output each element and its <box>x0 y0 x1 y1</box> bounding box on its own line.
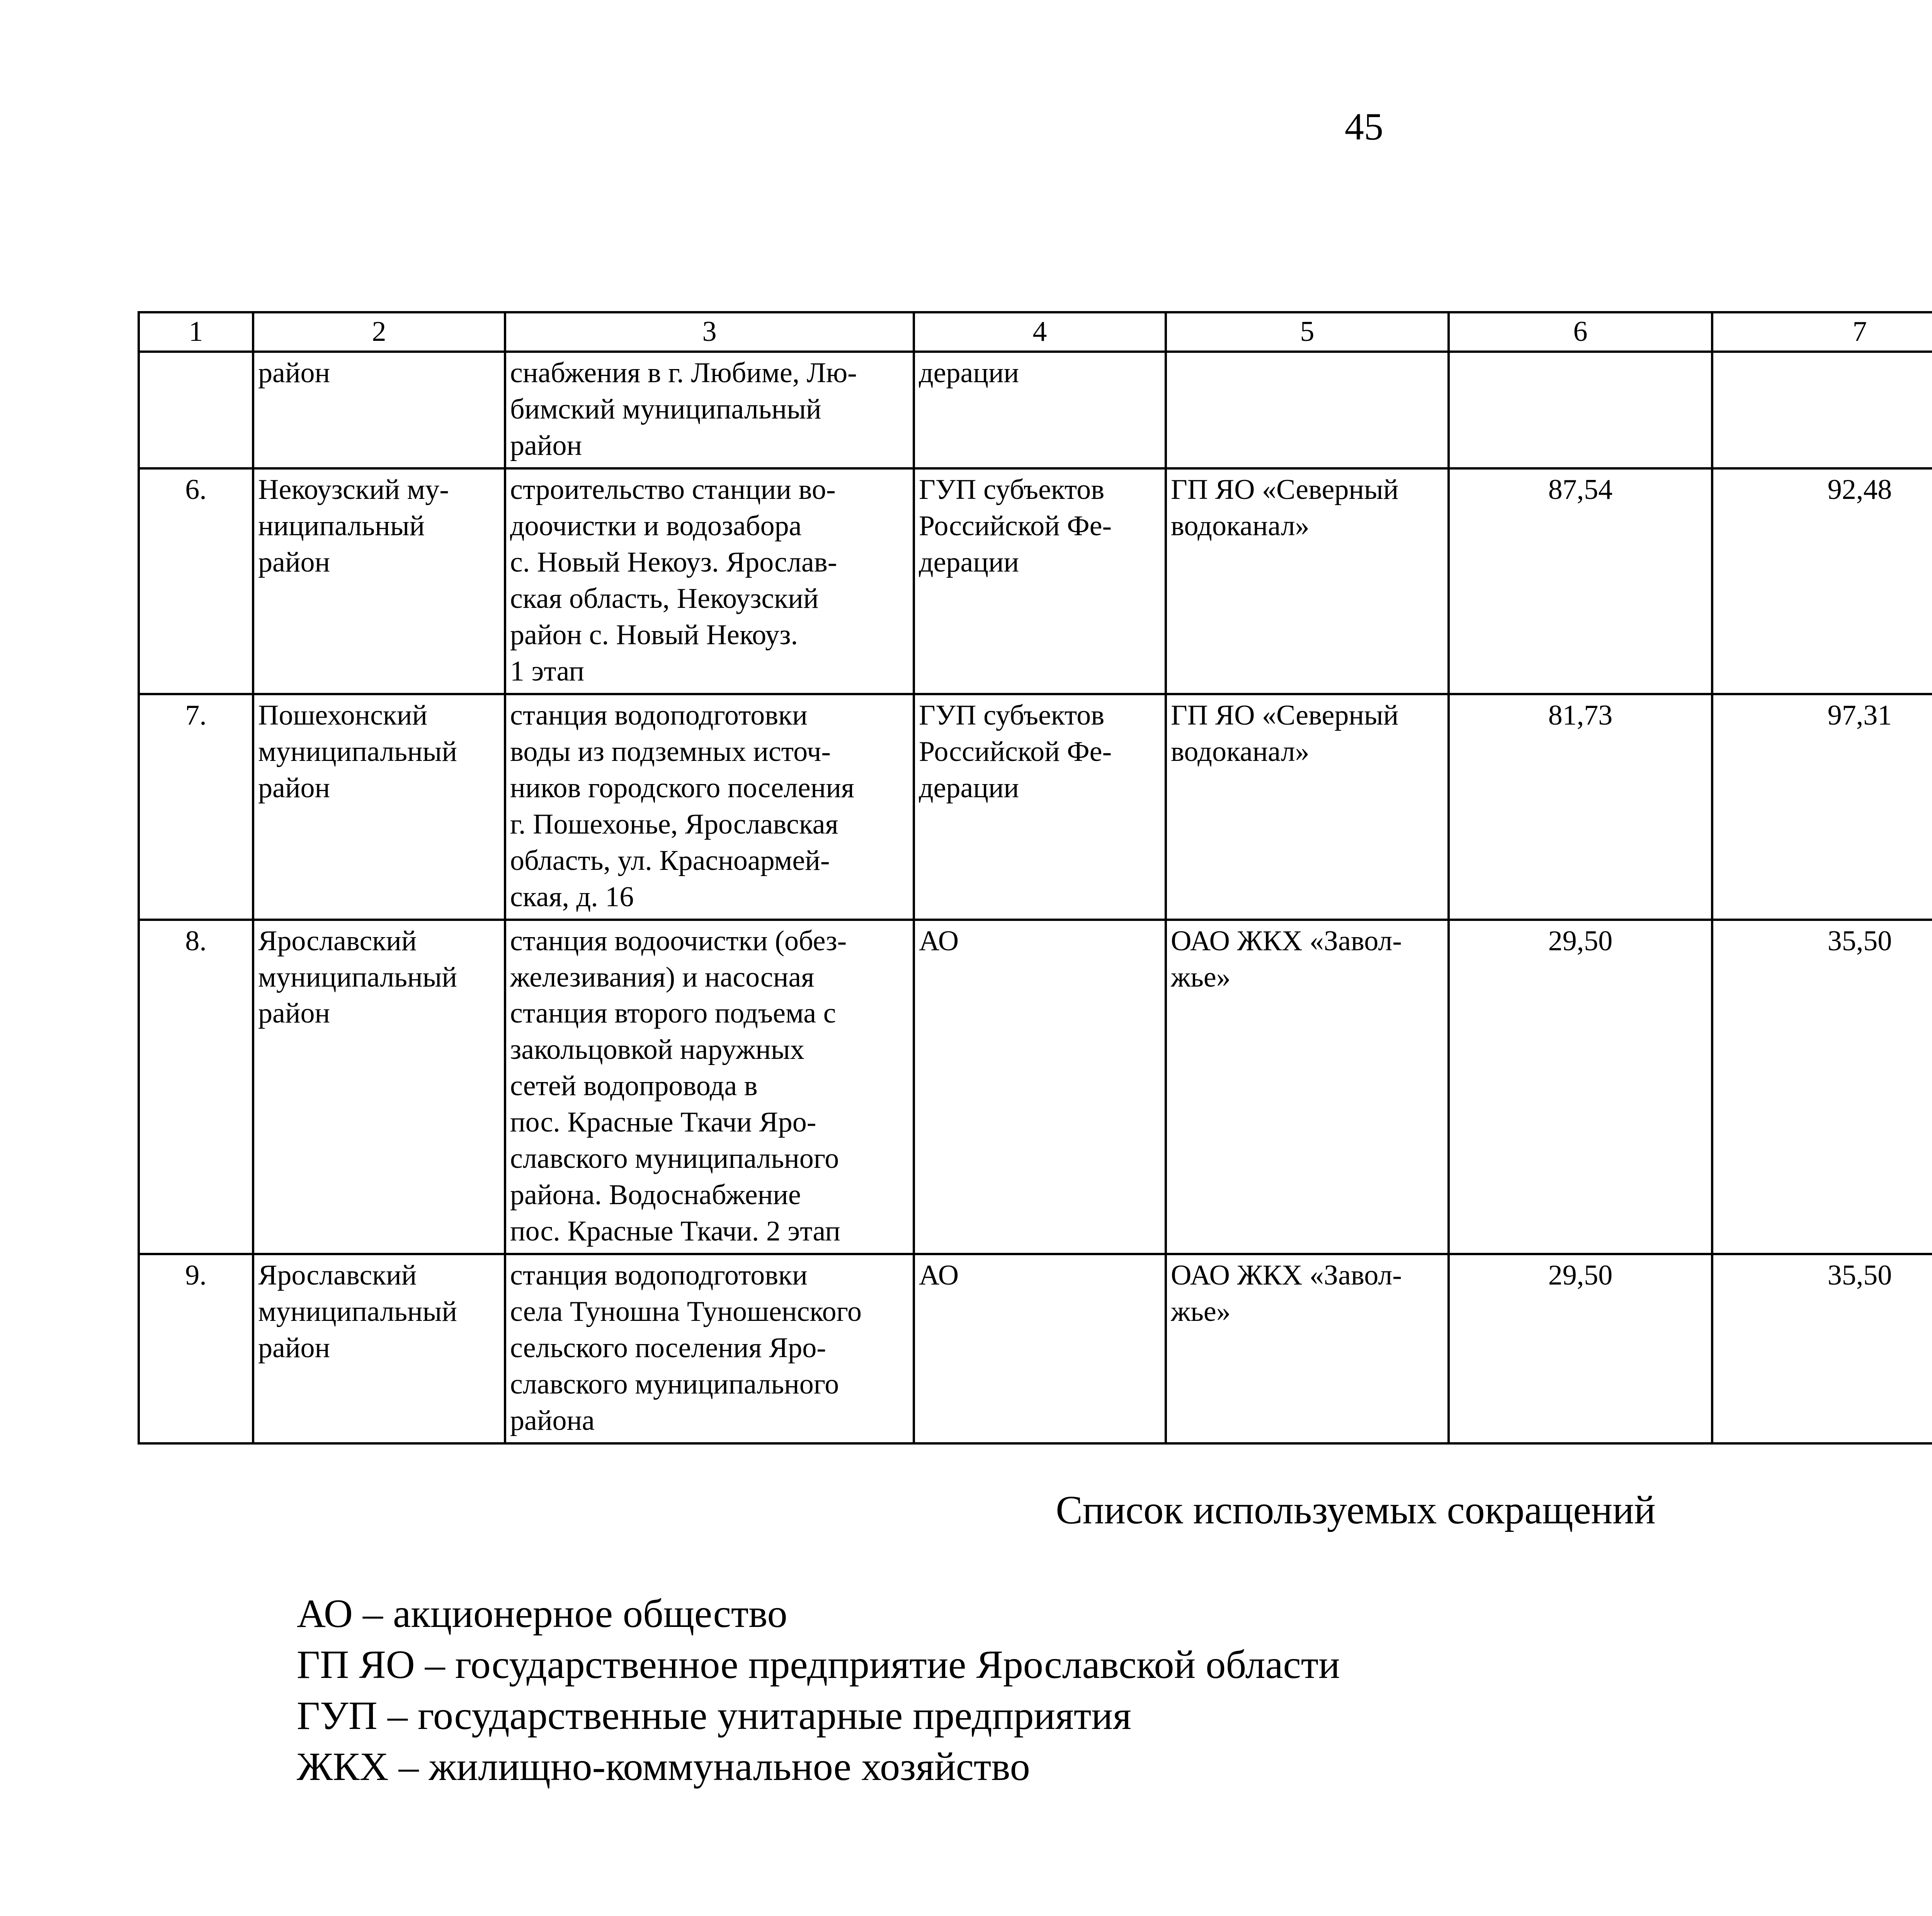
table-row <box>139 468 1932 694</box>
operator-cell: ОАО ЖКХ «Завол- жье» <box>1166 920 1449 1254</box>
value-col7-cell: 97,31 <box>1712 694 1932 920</box>
projects-table <box>138 311 1932 1445</box>
abbreviations-list <box>297 1588 1340 1792</box>
row-number-cell: 6. <box>139 468 253 694</box>
object-cell: станция водоподготовки воды из подземных источ- ников городского поселения г. Пошехонье, Ярославская область, ул. Красноармей- ская, д. 16 <box>505 694 914 920</box>
owner-form-cell: ГУП субъектов Российской Фе- дерации <box>914 468 1166 694</box>
district-cell: Некоузский му- ниципальный район <box>253 468 505 694</box>
district-cell: Ярославский муниципальный район <box>253 1254 505 1443</box>
row-number-cell: 8. <box>139 920 253 1254</box>
column-number-row <box>139 312 1932 352</box>
owner-form-cell: ГУП субъектов Российской Фе- дерации <box>914 694 1166 920</box>
value-col6-cell: 29,50 <box>1449 920 1712 1254</box>
value-col6-cell <box>1449 352 1712 468</box>
value-col7-cell: 35,50 <box>1712 920 1932 1254</box>
column-number-header: 4 <box>914 312 1166 352</box>
object-cell: снабжения в г. Любиме, Лю- бимский муниципальный район <box>505 352 914 468</box>
column-number-header: 7 <box>1712 312 1932 352</box>
value-col6-cell: 87,54 <box>1449 468 1712 694</box>
operator-cell: ГП ЯО «Северный водоканал» <box>1166 694 1449 920</box>
projects-table-container <box>138 311 1932 1445</box>
table-row <box>139 1254 1932 1443</box>
table-row <box>139 352 1932 468</box>
operator-cell <box>1166 352 1449 468</box>
district-cell: Пошехонский муниципальный район <box>253 694 505 920</box>
abbreviation-item: АО – акционерное общество <box>297 1591 787 1636</box>
column-number-header: 2 <box>253 312 505 352</box>
row-number-cell <box>139 352 253 468</box>
value-col6-cell: 81,73 <box>1449 694 1712 920</box>
row-number-cell: 7. <box>139 694 253 920</box>
page-number: 45 <box>1345 105 1383 148</box>
column-number-header: 3 <box>505 312 914 352</box>
abbreviation-item: ЖКХ – жилищно-коммунальное хозяйство <box>297 1744 1030 1789</box>
operator-cell: ГП ЯО «Северный водоканал» <box>1166 468 1449 694</box>
object-cell: строительство станции во- доочистки и водозабора с. Новый Некоуз. Ярослав- ская область, Некоузский район с. Новый Некоуз. 1 этап <box>505 468 914 694</box>
owner-form-cell: дерации <box>914 352 1166 468</box>
district-cell: Ярославский муниципальный район <box>253 920 505 1254</box>
table-row <box>139 920 1932 1254</box>
row-number-cell: 9. <box>139 1254 253 1443</box>
value-col7-cell: 92,48 <box>1712 468 1932 694</box>
owner-form-cell: АО <box>914 1254 1166 1443</box>
value-col6-cell: 29,50 <box>1449 1254 1712 1443</box>
abbreviations-title: Список используемых сокращений <box>1056 1488 1656 1532</box>
column-number-header: 6 <box>1449 312 1712 352</box>
abbreviation-item: ГП ЯО – государственное предприятие Ярославской области <box>297 1642 1340 1687</box>
owner-form-cell: АО <box>914 920 1166 1254</box>
value-col7-cell <box>1712 352 1932 468</box>
value-col7-cell: 35,50 <box>1712 1254 1932 1443</box>
column-number-header: 1 <box>139 312 253 352</box>
operator-cell: ОАО ЖКХ «Завол- жье» <box>1166 1254 1449 1443</box>
object-cell: станция водоочистки (обез- железивания) и насосная станция второго подъема с закольцовкой наружных сетей водопровода в пос. Красные Ткачи Яро- славского муниципального района. Водоснабжение пос. Красные Ткачи. 2 этап <box>505 920 914 1254</box>
column-number-header: 5 <box>1166 312 1449 352</box>
abbreviation-item: ГУП – государственные унитарные предприятия <box>297 1693 1131 1738</box>
district-cell: район <box>253 352 505 468</box>
object-cell: станция водоподготовки села Туношна Туношенского сельского поселения Яро- славского муниципального района <box>505 1254 914 1443</box>
table-row <box>139 694 1932 920</box>
